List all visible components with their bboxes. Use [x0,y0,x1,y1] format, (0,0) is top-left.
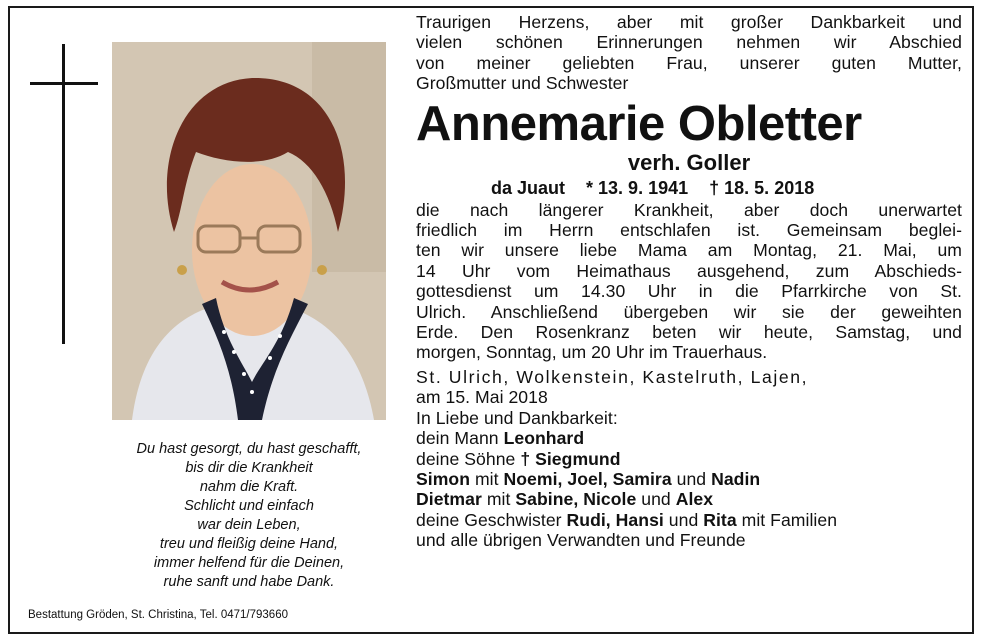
cross-horizontal-bar [30,82,98,85]
family-sons [416,449,962,469]
poem-line: immer helfend für die Deinen, [153,555,345,571]
origin: da Juaut [491,177,566,198]
with-text: mit [470,468,504,489]
place-line: St. Ulrich, Wolkenstein, Kastelruth, Lajen, [416,366,809,387]
portrait-photo [112,42,386,420]
and-text: und [636,489,676,510]
poem-line: ruhe sanft und habe Dank. [163,574,335,590]
notice-text [416,12,962,551]
deceased-name: Annemarie Obletter [416,96,862,151]
grandchildren: Noemi, Joel, Samira [503,468,672,489]
obituary-notice [8,6,974,634]
family-siblings [416,510,962,530]
funeral-home-footer: Bestattung Gröden, St. Christina, Tel. 0471/793660 [28,609,288,621]
husband-name: Leonhard [503,428,585,449]
deceased-son: † Siegmund [520,448,621,469]
body-line: ten wir unsere liebe Mama am Montag, 21. Mai, um [416,240,962,261]
poem-line: bis dir die Krankheit [185,460,313,476]
poem-line: war dein Leben, [197,517,301,533]
grandchildren: Sabine, Nicole [515,489,637,510]
intro-line: vielen schönen Erinnerungen nehmen wir Abschied [416,32,962,53]
and-text: und [671,468,712,489]
siblings-prefix: deine Geschwister [416,509,567,530]
family-husband [416,428,962,448]
poem-line: nahm die Kraft. [199,479,299,495]
with-text: mit [481,489,516,510]
cross-vertical-bar [62,44,65,344]
intro-line: Großmutter und Schwester [416,73,629,94]
body-line: Erde. Den Rosenkranz beten wir heute, Samstag, und [416,322,962,343]
family-intro: In Liebe und Dankbarkeit: [416,407,618,428]
birth-date: * 13. 9. 1941 [586,177,689,198]
body-line: die nach längerer Krankheit, aber doch unerwartet [416,199,962,220]
body-line: Ulrich. Anschließend übergeben wir sie der geweihten [416,301,962,322]
grandchild: Alex [675,489,714,510]
siblings-suffix: mit Familien [736,509,838,530]
poem [104,440,394,592]
son-name: Dietmar [416,489,482,510]
body-line: morgen, Sonntag, um 20 Uhr im Trauerhaus. [416,342,768,363]
poem-line: Du hast gesorgt, du hast geschafft, [136,441,362,457]
husband-prefix: dein Mann [416,428,504,449]
portrait-illustration [112,42,386,420]
death-date: † 18. 5. 2018 [709,177,815,198]
family-closing: und alle übrigen Verwandten und Freunde [416,530,746,551]
body-line: 14 Uhr vom Heimathaus ausgehend, zum Abschieds- [416,260,962,281]
grandchild: Nadin [711,468,761,489]
body-line: gottesdienst um 14.30 Uhr in die Pfarrkirche von St. [416,281,962,302]
poem-line: treu und fleißig deine Hand, [159,536,339,552]
sons-prefix: deine Söhne [416,448,521,469]
family-son-simon [416,469,962,489]
place-date: am 15. Mai 2018 [416,387,548,408]
family-son-dietmar [416,489,962,509]
sibling-name: Rita [703,509,737,530]
body-line: friedlich im Herrn entschlafen ist. Gemeinsam beglei- [416,220,962,241]
and-text: und [663,509,704,530]
life-dates [491,176,962,200]
married-name: verh. Goller [627,149,751,175]
sibling-names: Rudi, Hansi [566,509,664,530]
intro-line: von meiner geliebten Frau, unserer guten Mutter, [416,52,962,73]
son-name: Simon [416,468,471,489]
poem-line: Schlicht und einfach [184,498,314,514]
intro-line: Traurigen Herzens, aber mit großer Dankbarkeit und [416,12,962,32]
